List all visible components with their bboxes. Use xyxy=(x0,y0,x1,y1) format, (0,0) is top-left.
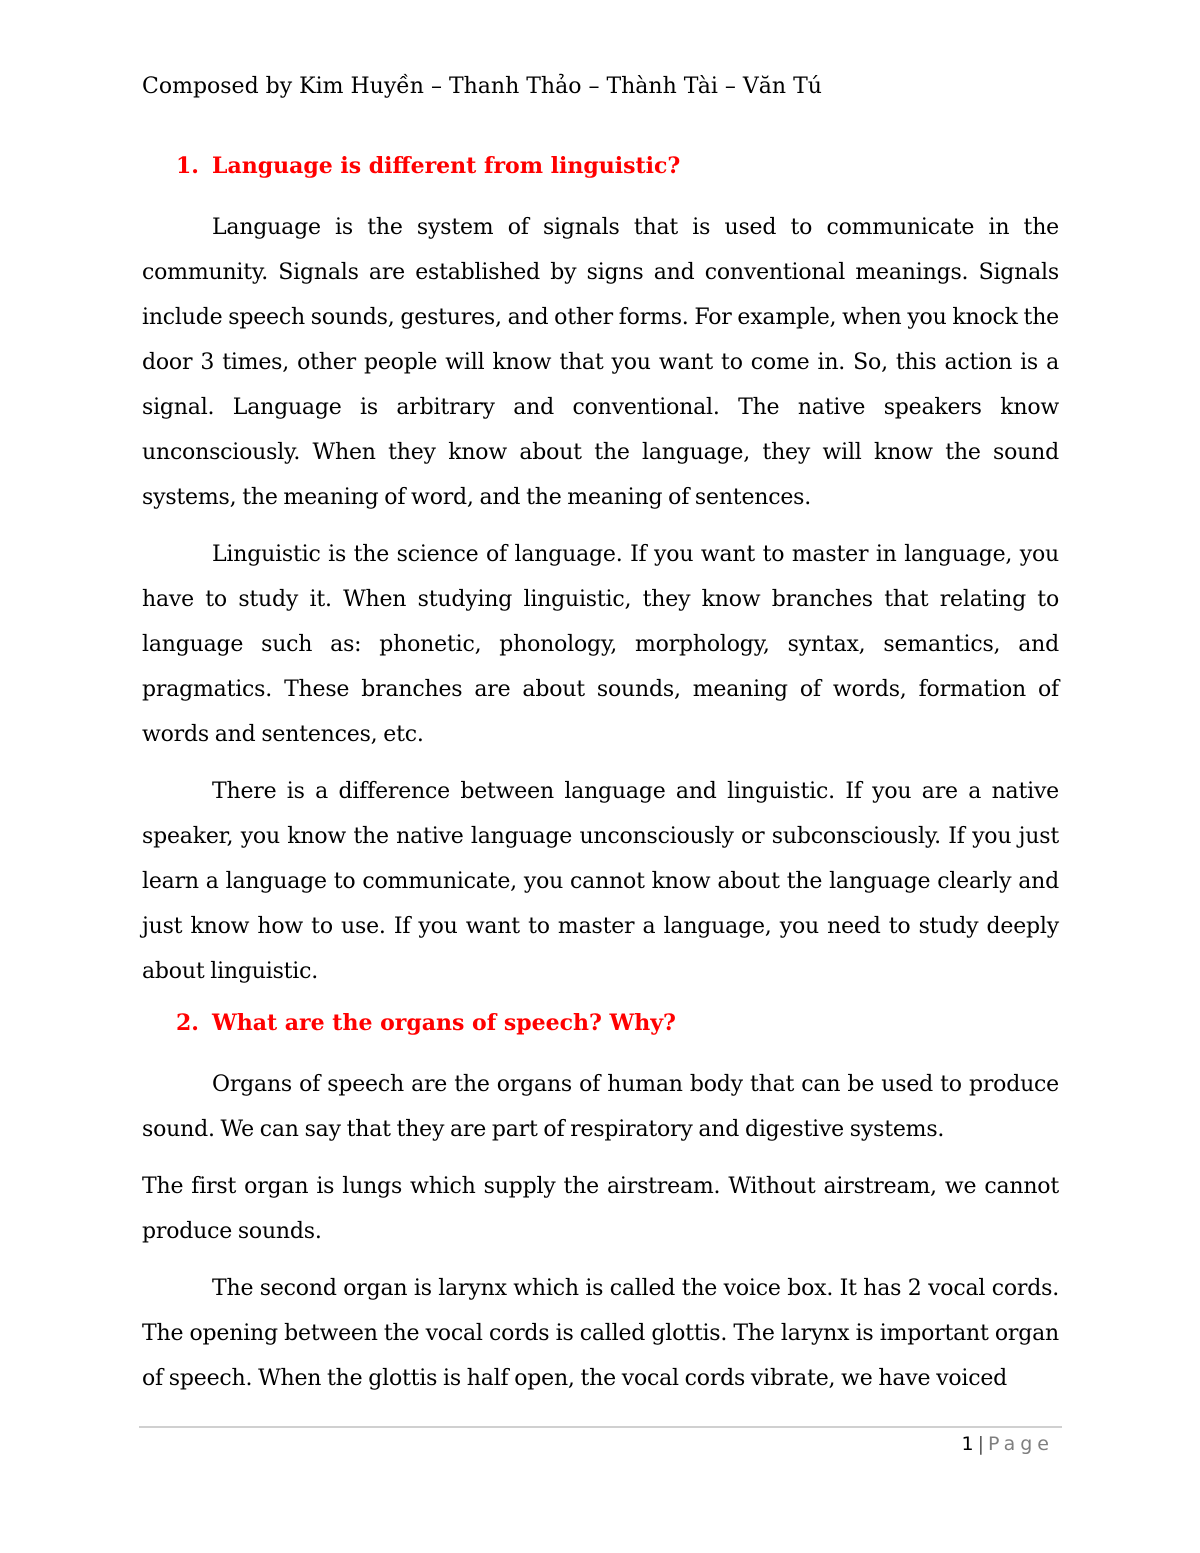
section-2-number: 2. xyxy=(176,1010,199,1036)
section-2-paragraph-1: Organs of speech are the organs of human body that can be used to produce sound. We can say that they are part of respiratory and digestive systems. xyxy=(142,1072,1059,1142)
section-1-paragraph-3: There is a difference between language and linguistic. If you are a native speaker, you know the native language unconsciously or subconsciously. If you just learn a language to communicate, you cannot know about the language clearly and just know how to use. If you want to master a language, you need to study deeply about linguistic. xyxy=(142,779,1059,984)
section-1-paragraph-2: Linguistic is the science of language. If you want to master in language, you have to study it. When studying linguistic, they know branches that relating to language such as: phonetic, phonology, morphology, syntax, semantics, and pragmatics. These branches are about sounds, meaning of words, formation of words and sentences, etc. xyxy=(142,542,1059,747)
page-label: Page xyxy=(988,1433,1054,1455)
section-1-number: 1. xyxy=(176,153,199,179)
section-1-paragraph-1: Language is the system of signals that is used to communicate in the community. Signals are established by signs and conventional meanings. Signals include speech sounds, gestures, and other forms. For example, when you knock the door 3 times, other people will know that you want to come in. So, this action is a signal. Language is arbitrary and conventional. The native speakers know unconsciously. When they know about the language, they will know the sound systems, the meaning of word, and the meaning of sentences. xyxy=(142,215,1059,510)
page-number: 1 xyxy=(961,1433,974,1455)
footer-separator: | xyxy=(977,1433,984,1455)
section-2-paragraph-2: The first organ is lungs which supply the airstream. Without airstream, we cannot produce sounds. xyxy=(142,1174,1059,1244)
page-footer xyxy=(962,1430,1055,1458)
section-2-title: What are the organs of speech? Why? xyxy=(212,1010,676,1036)
footer-divider xyxy=(139,1426,1062,1428)
page-header: Composed by Kim Huyền – Thanh Thảo – Thành Tài – Văn Tú xyxy=(142,74,822,99)
page-content xyxy=(142,70,1059,1413)
section-1-heading xyxy=(142,149,1059,183)
section-2-heading xyxy=(142,1006,1059,1040)
section-1-title: Language is different from linguistic? xyxy=(212,153,681,179)
section-2-paragraph-3: The second organ is larynx which is called the voice box. It has 2 vocal cords. The opening between the vocal cords is called glottis. The larynx is important organ of speech. When the glottis is half open, the vocal cords vibrate, we have voiced xyxy=(142,1276,1059,1391)
